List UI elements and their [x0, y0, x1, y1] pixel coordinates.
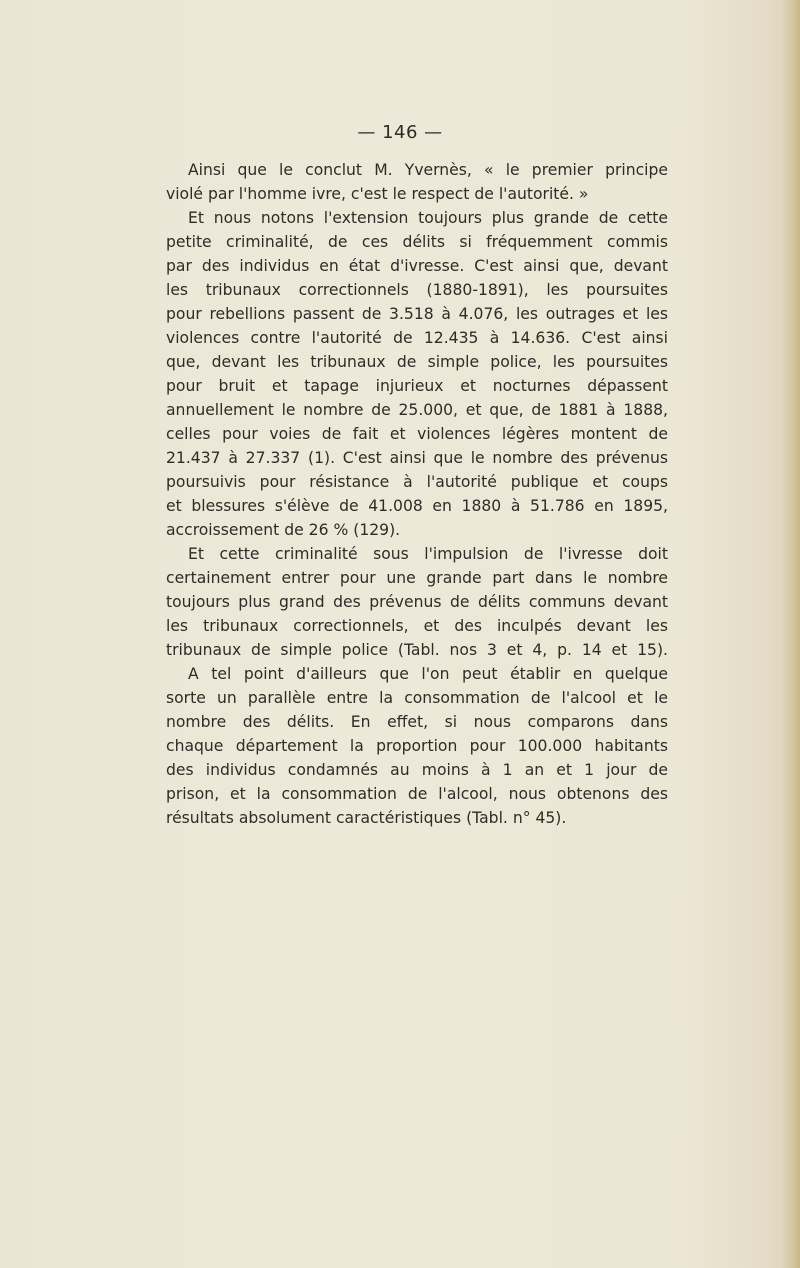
text-line: prison, et la consommation de l'alcool, nous obtenons des — [166, 785, 668, 803]
body-text — [166, 158, 668, 830]
text-line: Et cette criminalité sous l'impulsion de l'ivresse doit — [188, 545, 668, 563]
page-number: — 146 — — [357, 122, 443, 143]
text-line: chaque département la proportion pour 100.000 habitants — [166, 737, 668, 755]
text-line: pour bruit et tapage injurieux et nocturnes dépassent — [166, 377, 668, 395]
text-line: nombre des délits. En effet, si nous comparons dans — [166, 713, 668, 731]
text-line: sorte un parallèle entre la consommation de l'alcool et le — [166, 689, 668, 707]
text-line: Ainsi que le conclut M. Yvernès, « le premier principe — [188, 161, 668, 179]
text-line: violences contre l'autorité de 12.435 à 14.636. C'est ainsi — [166, 329, 668, 347]
text-line: annuellement le nombre de 25.000, et que, de 1881 à 1888, — [166, 401, 668, 419]
text-line: pour rebellions passent de 3.518 à 4.076, les outrages et les — [166, 305, 668, 323]
text-line: résultats absolument caractéristiques (Tabl. n° 45). — [166, 809, 567, 827]
page-edge-shadow — [782, 0, 800, 1268]
text-line: tribunaux de simple police (Tabl. nos 3 et 4, p. 14 et 15). — [166, 641, 668, 659]
text-line: des individus condamnés au moins à 1 an et 1 jour de — [166, 761, 668, 779]
text-line: poursuivis pour résistance à l'autorité publique et coups — [166, 473, 668, 491]
text-line: violé par l'homme ivre, c'est le respect de l'autorité. » — [166, 185, 589, 203]
text-line: celles pour voies de fait et violences légères montent de — [166, 425, 668, 443]
text-line: A tel point d'ailleurs que l'on peut établir en quelque — [188, 665, 668, 683]
text-line: certainement entrer pour une grande part dans le nombre — [166, 569, 668, 587]
text-line: 21.437 à 27.337 (1). C'est ainsi que le nombre des prévenus — [166, 449, 668, 467]
text-line: Et nous notons l'extension toujours plus grande de cette — [188, 209, 668, 227]
text-line: accroissement de 26 % (129). — [166, 521, 401, 539]
text-line: les tribunaux correctionnels (1880-1891), les poursuites — [166, 281, 668, 299]
text-line: que, devant les tribunaux de simple police, les poursuites — [166, 353, 668, 371]
text-line: petite criminalité, de ces délits si fréquemment commis — [166, 233, 668, 251]
text-line: et blessures s'élève de 41.008 en 1880 à 51.786 en 1895, — [166, 497, 668, 515]
text-line: par des individus en état d'ivresse. C'est ainsi que, devant — [166, 257, 668, 275]
text-line: les tribunaux correctionnels, et des inculpés devant les — [166, 617, 668, 635]
text-line: toujours plus grand des prévenus de délits communs devant — [166, 593, 668, 611]
